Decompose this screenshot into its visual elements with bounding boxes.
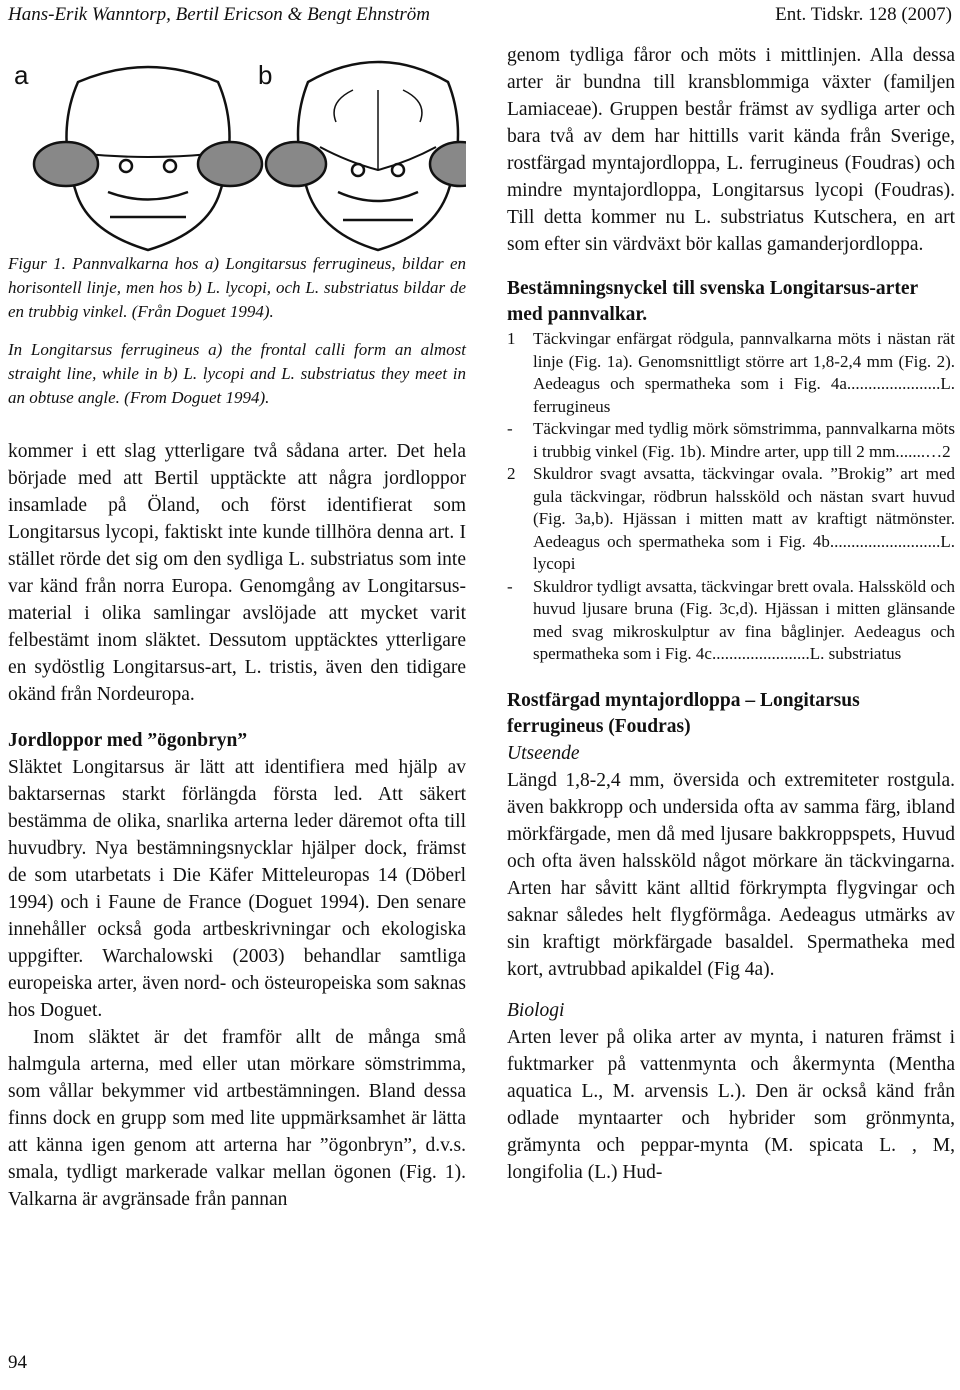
figure-caption-swedish: Figur 1. Pannvalkarna hos a) Longitarsus ferrugineus, bildar en horisontell linje, men hos b) L. lycopi, och L. substriatus bildar de en trubbig vinkel. (Från Doguet 1994). <box>8 254 466 321</box>
key-step: - Täckvingar med tydlig mörk sömstrimma, pannvalkarna möts i trubbig vinkel (Fig. 1b). Mindre arter, upp till 2 mm.......…2 <box>507 419 955 461</box>
key-step: - Skuldror tydligt avsatta, täckvingar brett ovala. Halssköld och huvud ljusare bruna (Fig. 3c,d). Hjässan i mitten glänsande med svag mikroskulptur av fina båglinjer. Aedeagus och spermatheka som i Fig. 4c.......................L. substriatus <box>507 576 955 663</box>
figure-label-a: a <box>14 60 29 90</box>
key-step: 1 Täckvingar enfärgat rödgula, pannvalkarna möts i nästan rät linje (Fig. 1a). Genomsnittligt större art 1,8-2,4 mm (Fig. 2). Aedeagus och spermatheka som i Fig. 4a......................L. ferrugineus <box>507 329 955 416</box>
figure-label-b: b <box>258 60 273 90</box>
subheading-biology: Biologi <box>507 999 565 1021</box>
left-paragraph-1: kommer i ett slag ytterligare två sådana arter. Det hela började med att Bertil upptäckte att några jordloppor insamlade på Öland, och först identifierat som Longitarsus lycopi, faktiskt inte kunde tillhöra denna art. I stället rörde det sig om den sydliga L. substriatus som inte var känd från norra Europa. Genomgång av Longitarsus-material i olika samlingar avslöjade att mycket varit felbestämt inom släktet. Dessutom upptäcktes ytterligare en sydöstlig Longitarsus-art, L. tristis, även den tidigare okänd från Nordeuropa. <box>8 441 466 705</box>
key-heading: Bestämningsnyckel till svenska Longitarsus-arter med pannvalkar. <box>507 278 918 325</box>
right-paragraph-2: Längd 1,8-2,4 mm, översida och extremiteter rostgula. även bakkropp och undersida ofta av samma färg, ibland mörkfärgade, men då med ljusare bakkroppspets, Huvud och ofta även halssköld något mörkare än täckvingarna. Arten har såvitt känt alltid förkrympta flygvingar och saknar således helt flygförmåga. Aedeagus utmärks av sin kraftigt mörkfärgade basaldel. Spermatheka med kort, avtrubbad apikaldel (Fig 4a). <box>507 769 955 980</box>
left-column <box>8 42 466 1213</box>
right-paragraph-1: genom tydliga fåror och möts i mittlinjen. Alla dessa arter är bundna till kransblommiga växter (familjen Lamiaceae). Gruppen består främst av sydliga arter och bara två av dem har hittills varit kända från Sverige, rostfärgad myntajordloppa, L. ferrugineus (Foudras) och mindre myntajordloppa, Longitarsus lycopi (Foudras). Till detta kommer nu L. substriatus Kutschera, en art som efter sin värdväxt bör kallas gamanderjordloppa. <box>507 45 955 255</box>
key-step: 2 Skuldror svagt avsatta, täckvingar ovala. ”Brokig” art med gula täckvingar, rödbrun halssköld och nästan svart huvud (Fig. 3a,b). Hjässan i mitten matt av kraftigt nätmönster. Aedeagus och spermatheka som i Fig. 4b..........................L. lycopi <box>507 464 955 573</box>
right-column <box>507 42 955 1186</box>
figure-1 <box>8 42 466 252</box>
left-paragraph-2: Släktet Longitarsus är lätt att identifiera med hjälp av baktarsernas starkt förlängda första led. Att säkert bestämma de olika, snarlika arterna leder däremot ofta till huvudbry. Nya bestämningsnycklar hjälper dock, främst de som utarbetats i Die Käfer Mitteleuropas 14 (Döberl 1994) och i Faune de France (Doguet 1994). Den senare innehåller också goda artbeskrivningar och ekologiska uppgifter. Warchalowski (2003) behandlar samtliga europeiska arter, även nord- och östeuropeiska som saknas hos Doguet. <box>8 757 466 1021</box>
species-heading: Rostfärgad myntajordloppa – Longitarsus ferrugineus (Foudras) <box>507 689 860 737</box>
subheading-appearance: Utseende <box>507 742 580 764</box>
running-header-authors: Hans-Erik Wanntorp, Bertil Ericson & Bengt Ehnström <box>8 4 431 25</box>
left-paragraph-3: Inom släktet är det framför allt de många små halmgula arterna, med eller utan mörkare sömstrimma, som vållar bekymmer vid artbestämningen. Bland dessa finns dock en grupp som med lite uppmärksamhet är lätta att känna igen genom att arterna har ”ögonbryn”, d.v.s. smala, tydligt markerade valkar mellan ögonen (Fig. 1). Valkarna är avgränsade från pannan <box>8 1027 466 1210</box>
section-heading-eyebrows: Jordloppor med ”ögonbryn” <box>8 730 248 751</box>
running-header-journal: Ent. Tidskr. 128 (2007) <box>775 4 952 25</box>
beetle-heads-illustration <box>8 42 466 252</box>
page-number: 94 <box>8 1352 27 1373</box>
right-paragraph-3: Arten lever på olika arter av mynta, i naturen främst i fuktmarker på vattenmynta och åkermynta (Mentha aquatica L., M. arvensis L.). Den är också känd från odlade myntaarter och hybrider som grönmynta, grămynta och peppar-mynta (M. spicata L. , M, longifolia (L.) Hud- <box>507 1026 955 1183</box>
figure-caption-english: In Longitarsus ferrugineus a) the frontal calli form an almost straight line, while in b) L. lycopi and L. substriatus they meet in an obtuse angle. (From Doguet 1994). <box>8 340 466 407</box>
identification-key <box>507 328 955 666</box>
